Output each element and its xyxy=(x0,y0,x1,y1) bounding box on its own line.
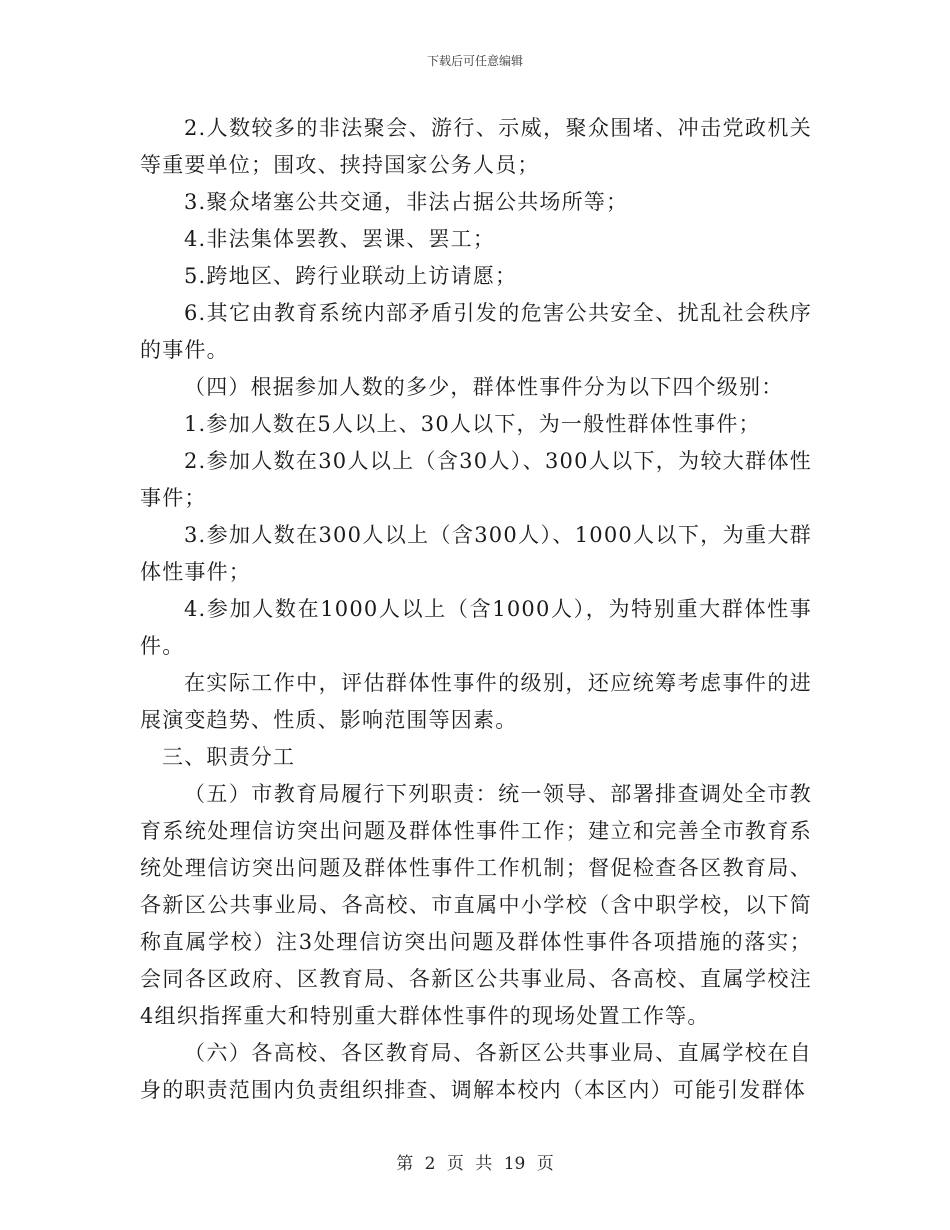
paragraph-level-3: 3.参加人数在300人以上（含300人）、1000人以下，为重大群体性事件； xyxy=(140,523,812,584)
paragraph-section-6: （六）各高校、各区教育局、各新区公共事业局、直属学校在自身的职责范围内负责组织排查、调解本校内（本区内）可能引发群体 xyxy=(140,1041,812,1102)
footer-prefix: 第 xyxy=(396,1154,414,1174)
paragraph-item-6: 6.其它由教育系统内部矛盾引发的危害公共安全、扰乱社会秩序的事件。 xyxy=(140,301,812,362)
section-heading-3: 三、职责分工 xyxy=(162,745,296,769)
footer-middle: 页 共 xyxy=(446,1154,493,1174)
paragraph-section-5: （五）市教育局履行下列职责：统一领导、部署排查调处全市教育系统处理信访突出问题及群体性事件工作；建立和完善全市教育系统处理信访突出问题及群体性事件工作机制；督促检查各区教育局、各新区公共事业局、各高校、市直属中小学校（含中职学校，以下简称直属学校）注3处理信访突出问题及群体性事件各项措施的落实；会同各区政府、区教育局、各新区公共事业局、各高校、直属学校注4组织指挥重大和特别重大群体性事件的现场处置工作等。 xyxy=(140,782,812,1028)
paragraph-item-2: 2.人数较多的非法聚会、游行、示威，聚众围堵、冲击党政机关等重要单位；围攻、挟持国家公务人员； xyxy=(140,116,812,177)
footer-suffix: 页 xyxy=(536,1154,554,1174)
footer-page-number: 2 xyxy=(424,1154,436,1174)
paragraph-item-5: 5.跨地区、跨行业联动上访请愿； xyxy=(184,264,518,288)
paragraph-level-4: 4.参加人数在1000人以上（含1000人），为特别重大群体性事件。 xyxy=(140,597,812,658)
page-header xyxy=(0,53,950,69)
page-footer xyxy=(0,1152,950,1176)
paragraph-level-1: 1.参加人数在5人以上、30人以下，为一般性群体性事件； xyxy=(184,412,761,436)
footer-total-pages: 19 xyxy=(503,1154,526,1174)
paragraph-section-4: （四）根据参加人数的多少，群体性事件分为以下四个级别： xyxy=(184,375,784,399)
header-text: 下载后可任意编辑 xyxy=(426,54,523,68)
paragraph-item-3: 3.聚众堵塞公共交通，非法占据公共场所等； xyxy=(184,190,629,214)
paragraph-assessment: 在实际工作中，评估群体性事件的级别，还应统筹考虑事件的进展演变趋势、性质、影响范围等因素。 xyxy=(140,671,812,732)
paragraph-item-4: 4.非法集体罢教、罢课、罢工； xyxy=(184,227,496,251)
paragraph-level-2: 2.参加人数在30人以上（含30人）、300人以下，为较大群体性事件； xyxy=(140,449,812,510)
document-body xyxy=(140,110,812,1109)
